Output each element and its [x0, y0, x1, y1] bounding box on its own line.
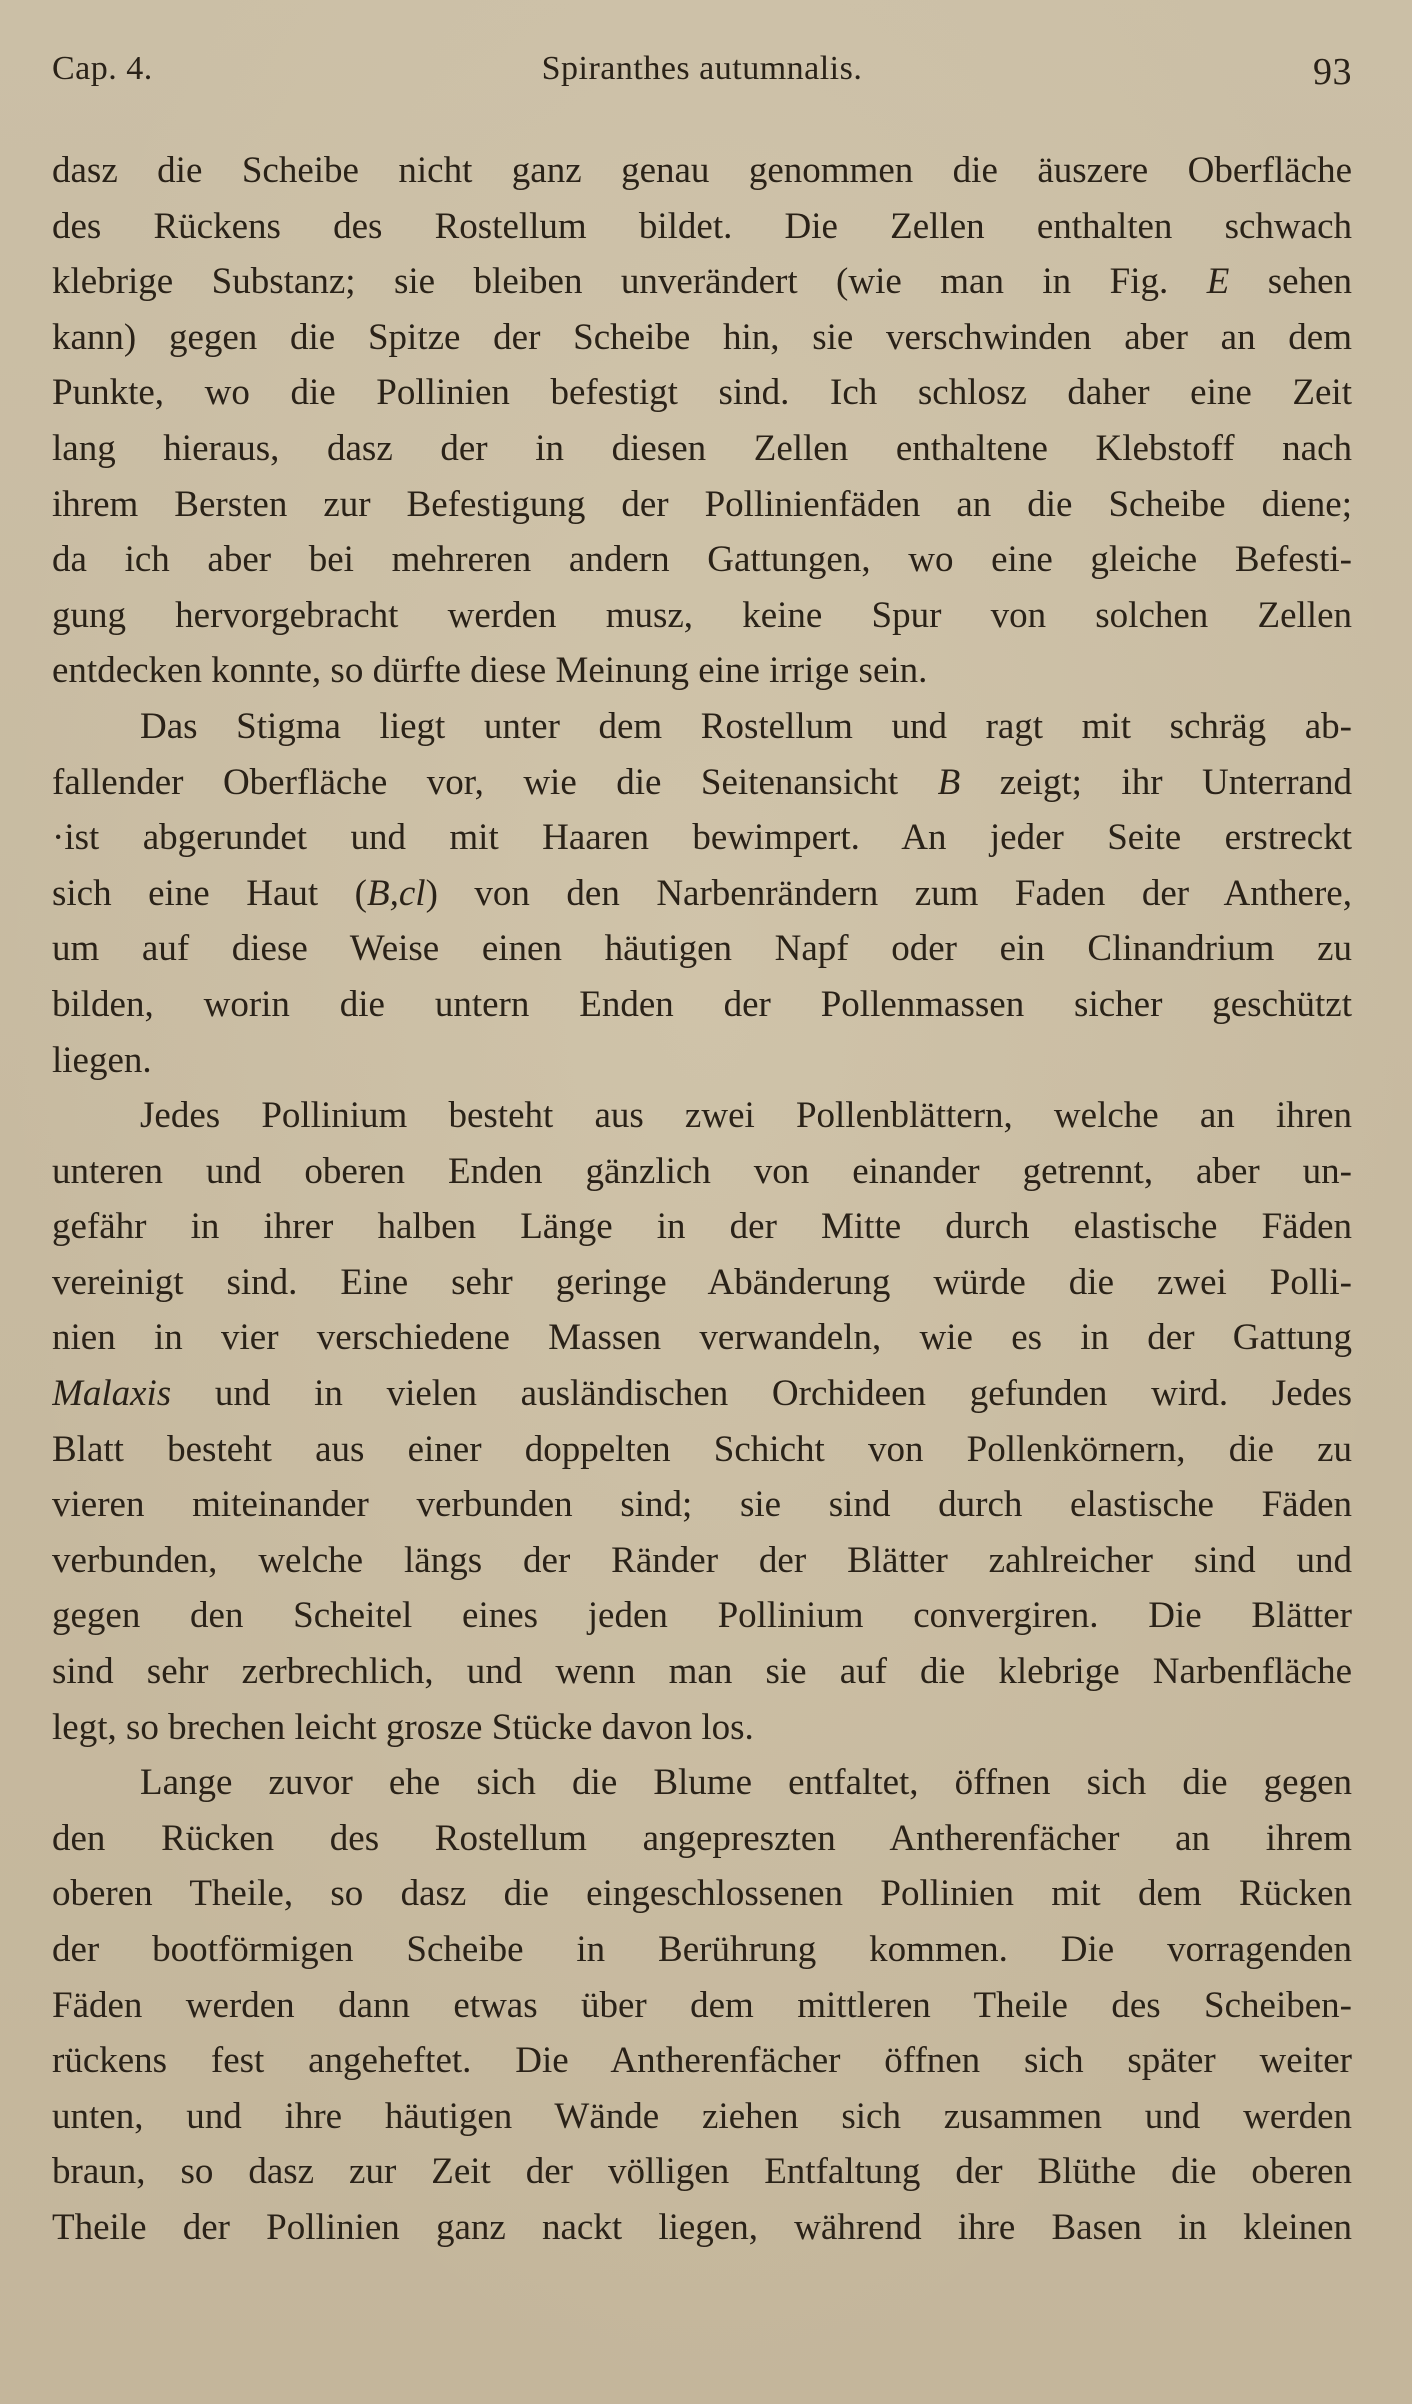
text-line: sich eine Haut (B,cl) von den Narbenrändern zum Faden der Anthere,	[52, 872, 1352, 914]
paragraph-start-line: Lange zuvor ehe sich die Blume entfaltet, öffnen sich die gegen	[140, 1762, 1352, 1804]
text-line: klebrige Substanz; sie bleiben unverändert (wie man in Fig. E sehen	[52, 261, 1352, 303]
paragraph-start-line: Das Stigma liegt unter dem Rostellum und ragt mit schräg ab-	[140, 705, 1352, 747]
text-line: oberen Theile, so dasz die eingeschlossenen Pollinien mit dem Rücken	[52, 1873, 1352, 1915]
text-line: Blatt besteht aus einer doppelten Schicht von Pollenkörnern, die zu	[52, 1428, 1352, 1470]
text-line: gung hervorgebracht werden musz, keine Spur von solchen Zellen	[52, 594, 1352, 636]
text-line: liegen.	[52, 1039, 152, 1081]
running-title: Spiranthes autumnalis.	[541, 50, 863, 87]
text-line: Malaxis und in vielen ausländischen Orchideen gefunden wird. Jedes	[52, 1373, 1352, 1415]
chapter-label: Cap. 4.	[52, 50, 153, 87]
text-line: kann) gegen die Spitze der Scheibe hin, sie verschwinden aber an dem	[52, 316, 1352, 358]
text-line: der bootförmigen Scheibe in Berührung kommen. Die vorragenden	[52, 1929, 1352, 1970]
page-number: 93	[1313, 51, 1352, 93]
text-line: da ich aber bei mehreren andern Gattungen, wo eine gleiche Befesti-	[52, 539, 1352, 581]
text-line: bilden, worin die untern Enden der Pollenmassen sicher geschützt	[52, 983, 1352, 1025]
text-line: legt, so brechen leicht grosze Stücke davon los.	[52, 1706, 754, 1748]
text-line: unteren und oberen Enden gänzlich von einander getrennt, aber un-	[52, 1150, 1352, 1192]
text-line: verbunden, welche längs der Ränder der Blätter zahlreicher sind und	[52, 1539, 1352, 1581]
text-line: braun, so dasz zur Zeit der völligen Entfaltung der Blüthe die oberen	[52, 2151, 1352, 2193]
text-line: vieren miteinander verbunden sind; sie sind durch elastische Fäden	[52, 1484, 1352, 1526]
text-line: gegen den Scheitel eines jeden Pollinium convergiren. Die Blätter	[52, 1595, 1352, 1637]
text-line: dasz die Scheibe nicht ganz genau genommen die äuszere Oberfläche	[52, 150, 1352, 191]
text-line: fallender Oberfläche vor, wie die Seitenansicht B zeigt; ihr Unterrand	[52, 761, 1352, 803]
text-line: Punkte, wo die Pollinien befestigt sind. Ich schlosz daher eine Zeit	[52, 372, 1352, 414]
text-line: ihrem Bersten zur Befestigung der Pollinienfäden an die Scheibe diene;	[52, 483, 1352, 525]
text-line: des Rückens des Rostellum bildet. Die Zellen enthalten schwach	[52, 205, 1352, 247]
text-line: gefähr in ihrer halben Länge in der Mitte durch elastische Fäden	[52, 1206, 1352, 1248]
body-text	[52, 143, 1352, 2256]
text-line: entdecken konnte, so dürfte diese Meinung eine irrige sein.	[52, 650, 928, 692]
text-line: rückens fest angeheftet. Die Antherenfächer öffnen sich später weiter	[52, 2040, 1352, 2082]
running-header	[52, 50, 1352, 100]
text-line: sind sehr zerbrechlich, und wenn man sie auf die klebrige Narbenfläche	[52, 1651, 1352, 1693]
text-line: um auf diese Weise einen häutigen Napf oder ein Clinandrium zu	[52, 928, 1352, 970]
text-line: ·ist abgerundet und mit Haaren bewimpert. An jeder Seite erstreckt	[52, 817, 1352, 859]
paragraph-start-line: Jedes Pollinium besteht aus zwei Pollenblättern, welche an ihren	[140, 1095, 1352, 1137]
text-line: lang hieraus, dasz der in diesen Zellen enthaltene Klebstoff nach	[52, 427, 1352, 469]
text-line: unten, und ihre häutigen Wände ziehen sich zusammen und werden	[52, 2095, 1352, 2137]
text-line: nien in vier verschiedene Massen verwandeln, wie es in der Gattung	[52, 1317, 1352, 1359]
text-line: Theile der Pollinien ganz nackt liegen, während ihre Basen in kleinen	[52, 2206, 1352, 2248]
text-line: vereinigt sind. Eine sehr geringe Abänderung würde die zwei Polli-	[52, 1261, 1352, 1303]
text-line: den Rücken des Rostellum angepreszten Antherenfächer an ihrem	[52, 1817, 1352, 1859]
text-line: Fäden werden dann etwas über dem mittleren Theile des Scheiben-	[52, 1984, 1352, 2026]
